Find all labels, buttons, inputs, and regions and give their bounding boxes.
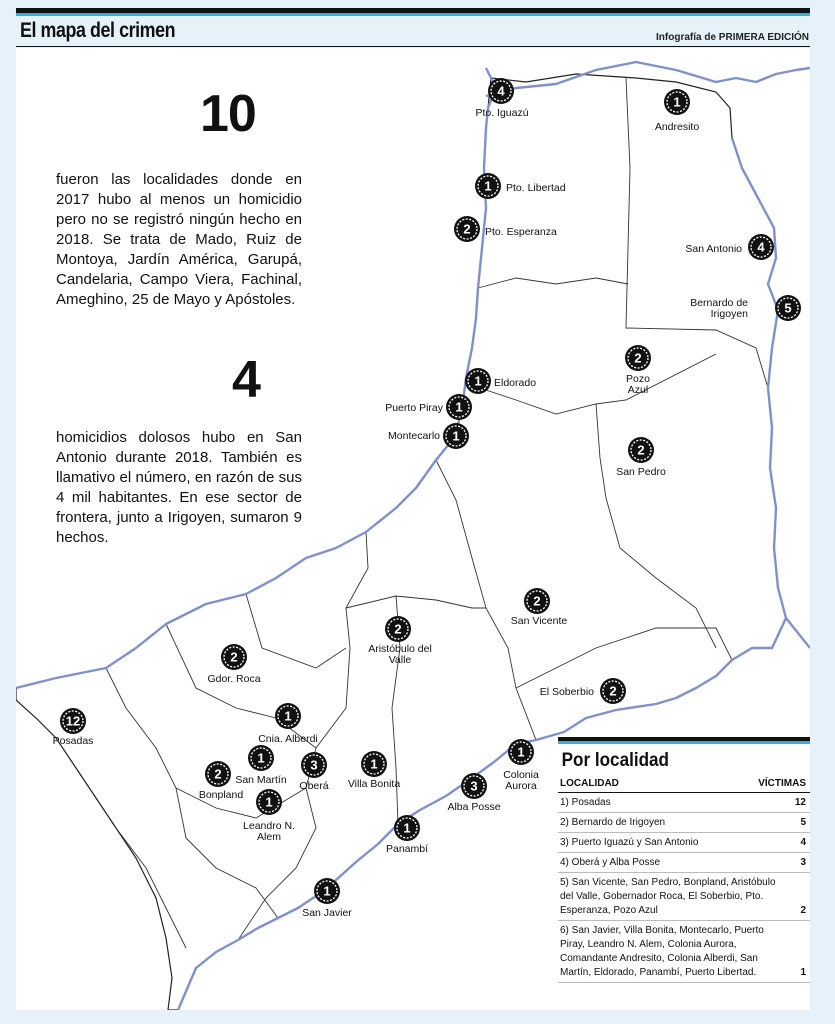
marker-count: 2: [634, 350, 642, 366]
table-row: [558, 813, 810, 833]
marker-count: 1: [455, 399, 463, 415]
col-victims: VÍCTIMAS: [758, 778, 806, 789]
marker-count: 1: [370, 756, 378, 772]
marker-label: Pozo Azul: [626, 373, 650, 396]
col-location: LOCALIDAD: [560, 778, 619, 789]
credit: Infografía de PRIMERA EDICIÓN: [656, 32, 809, 43]
marker-label: Puerto Piray: [385, 402, 443, 414]
marker-label: Leandro N. Alem: [243, 820, 295, 843]
table-title: Por localidad: [561, 750, 669, 771]
row-location: 3) Puerto Iguazú y San Antonio: [560, 837, 699, 848]
marker-label: Panambí: [385, 843, 429, 855]
row-victims: 12: [794, 797, 806, 808]
marker-count: 3: [310, 757, 318, 773]
row-location: 4) Oberá y Alba Posse: [560, 857, 661, 868]
marker-label: Eldorado: [494, 377, 537, 389]
marker-label: Bernardo de Irigoyen: [690, 297, 748, 320]
marker-label: El Soberbio: [539, 686, 594, 698]
marker-label: Pto. Iguazú: [475, 107, 529, 119]
marker-label: Oberá: [299, 780, 329, 792]
table-row: [558, 793, 810, 813]
marker-count: 1: [484, 178, 492, 194]
stat-text-1: fueron las localidades donde en 2017 hubo al menos un homicidio pero no se registró ningún hecho en 2018. Se trata de Mado, Ruiz de Montoya, Jardín América, Garupá, Candelaria, Campo Viera, Fachinal, Ameghino, 25 de Mayo y Apóstoles.: [56, 171, 302, 308]
marker-label: Montecarlo: [388, 430, 440, 442]
row-location: 1) Posadas: [560, 797, 611, 808]
marker-count: 2: [230, 649, 238, 665]
marker-count: 1: [265, 794, 273, 810]
marker-count: 1: [673, 94, 681, 110]
marker-count: 5: [784, 300, 792, 316]
row-victims: 4: [800, 837, 806, 848]
marker-count: 2: [463, 221, 471, 237]
marker-count: 1: [403, 820, 411, 836]
marker-label: Gdor. Roca: [207, 673, 261, 685]
stat-text-2: homicidios dolosos hubo en San Antonio durante 2018. También es llamativo el número, en razón de sus 4 mil habitantes. En ese sector de frontera, junto a Irigoyen, sumaron 9 hechos.: [56, 429, 302, 546]
marker-count: 1: [517, 744, 525, 760]
marker-label: Alba Posse: [447, 801, 501, 813]
row-victims: 5: [800, 817, 806, 828]
marker-label: San Javier: [302, 907, 352, 919]
table-row: [558, 921, 810, 983]
marker-label: Pto. Libertad: [506, 182, 566, 194]
marker-count: 2: [214, 766, 222, 782]
row-location: 2) Bernardo de Irigoyen: [560, 817, 666, 828]
table-row: [558, 873, 810, 921]
marker-puerto-piray[interactable]: [385, 394, 472, 420]
marker-count: 1: [452, 428, 460, 444]
marker-count: 12: [65, 713, 81, 729]
marker-label: San Pedro: [616, 466, 666, 478]
marker-label: Cnia. Alberdi: [258, 733, 318, 745]
marker-label: San Martín: [235, 774, 287, 786]
marker-count: 4: [757, 239, 765, 255]
marker-label: Bonpland: [198, 789, 244, 801]
marker-count: 4: [497, 83, 505, 99]
marker-label: Andresito: [654, 121, 700, 133]
marker-count: 1: [323, 883, 331, 899]
marker-label: Villa Bonita: [347, 778, 401, 790]
page-title: El mapa del crimen: [20, 19, 176, 42]
marker-label: Aristóbulo del Valle: [368, 643, 432, 666]
victims-table: [558, 737, 810, 992]
marker-count: 2: [609, 683, 617, 699]
table-row: [558, 833, 810, 853]
marker-ober-[interactable]: [299, 752, 328, 792]
marker-count: 2: [637, 442, 645, 458]
stat-number-1: 10: [200, 85, 256, 143]
marker-count: 2: [394, 621, 402, 637]
marker-label: Pto. Esperanza: [485, 226, 557, 238]
row-victims: 1: [800, 967, 806, 978]
table-header: [558, 772, 810, 793]
marker-count: 1: [284, 708, 292, 724]
marker-label: San Vicente: [510, 615, 568, 627]
marker-label: Colonia Aurora: [503, 769, 539, 792]
marker-montecarlo[interactable]: [388, 423, 469, 449]
header-accent-bar: [16, 13, 810, 16]
header-rule: [16, 46, 810, 47]
marker-label: San Antonio: [685, 243, 742, 255]
marker-count: 1: [474, 373, 482, 389]
marker-count: 1: [257, 750, 265, 766]
marker-count: 2: [533, 593, 541, 609]
row-victims: 2: [800, 905, 806, 916]
row-location: 5) San Vicente, San Pedro, Bonpland, Aristóbulo del Valle, Gobernador Roca, El Soberbio, Pto. Esperanza, Pozo Azul: [560, 877, 776, 916]
row-location: 6) San Javier, Villa Bonita, Montecarlo, Puerto Piray, Leandro N. Alem, Colonia Aurora, Comandante Andresito, Colonia Alberdi, San Martín, Eldorado, Panambí, Puerto Libertad.: [560, 925, 764, 978]
table-row: [558, 853, 810, 873]
stat-number-2: 4: [232, 351, 260, 409]
marker-count: 3: [470, 778, 478, 794]
row-victims: 3: [800, 857, 806, 868]
marker-label: Posadas: [52, 735, 94, 747]
table-body: [558, 793, 810, 983]
